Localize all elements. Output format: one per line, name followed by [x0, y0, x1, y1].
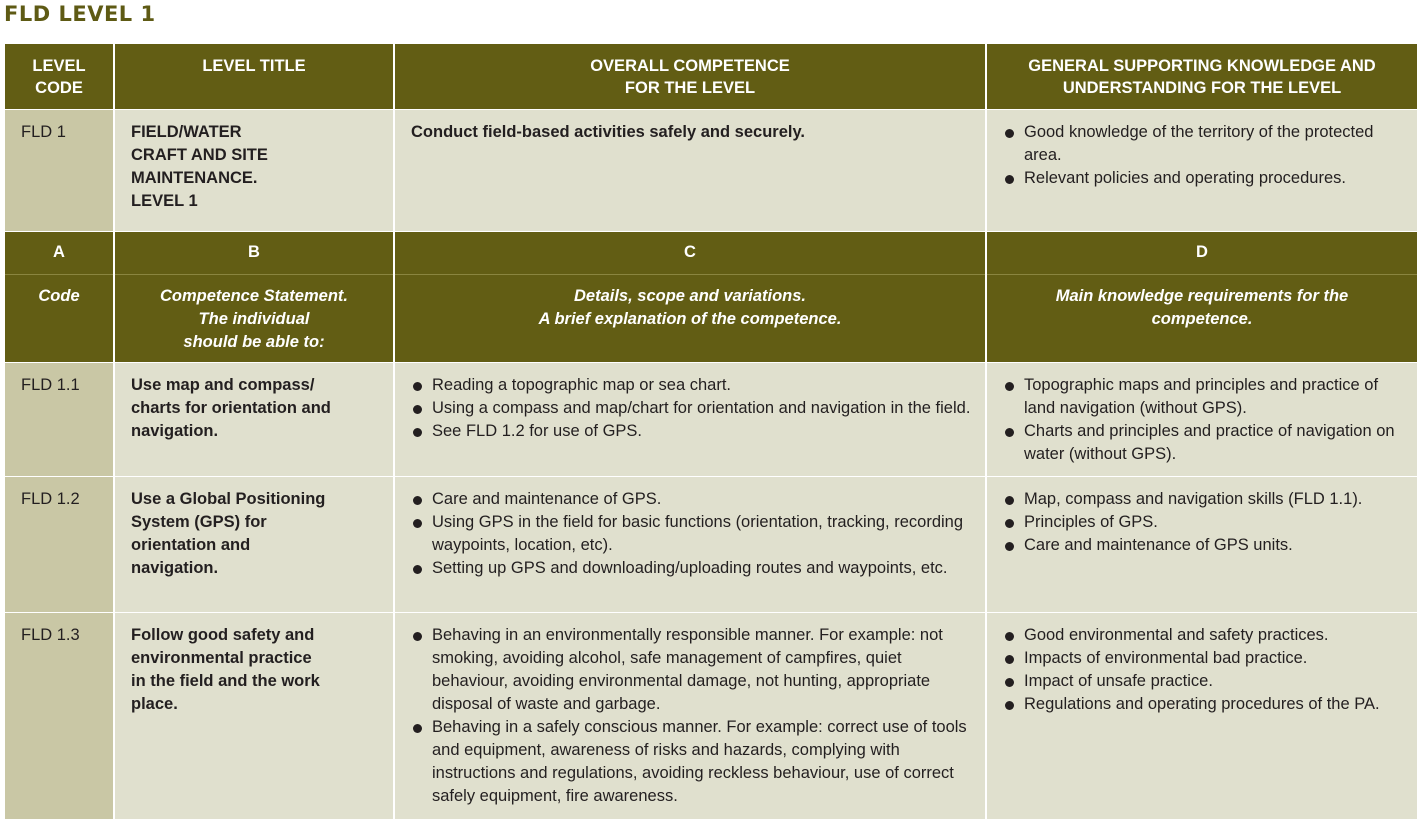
row-statement: Use a Global Positioning System (GPS) for orientation and navigation. — [114, 477, 394, 613]
bullet-item: Care and maintenance of GPS. — [411, 488, 971, 511]
bullet-item: Good environmental and safety practices. — [1003, 624, 1403, 647]
row-knowledge — [986, 363, 1418, 477]
header-level-code: LEVEL CODE — [4, 44, 114, 110]
bullet-item: Behaving in an environmentally responsible manner. For example: not smoking, avoiding alcohol, safe management of campfires, quiet behaviour, avoiding environmental damage, not hunting, appropriate disposal of waste and garbage. — [411, 624, 971, 716]
knowledge-list — [1003, 488, 1403, 557]
subheader-statement: Competence Statement. The individual should be able to: — [114, 275, 394, 363]
bullet-item: Impacts of environmental bad practice. — [1003, 647, 1403, 670]
row-code: FLD 1.3 — [4, 613, 114, 820]
bullet-item: Relevant policies and operating procedures. — [1003, 167, 1403, 190]
level-knowledge-list — [1003, 121, 1403, 190]
header-overall-competence: OVERALL COMPETENCE FOR THE LEVEL — [394, 44, 986, 110]
header-level-title: LEVEL TITLE — [114, 44, 394, 110]
row-code: FLD 1.2 — [4, 477, 114, 613]
bullet-item: Regulations and operating procedures of the PA. — [1003, 693, 1403, 716]
column-letter-b: B — [114, 232, 394, 275]
column-letter-row — [4, 232, 1418, 275]
page-title: FLD LEVEL 1 — [4, 2, 156, 26]
row-knowledge — [986, 477, 1418, 613]
level-code: FLD 1 — [4, 110, 114, 232]
row-statement: Use map and compass/ charts for orientation and navigation. — [114, 363, 394, 477]
knowledge-list — [1003, 374, 1403, 466]
bullet-item: See FLD 1.2 for use of GPS. — [411, 420, 971, 443]
row-details — [394, 613, 986, 820]
knowledge-list — [1003, 624, 1403, 716]
table-row — [4, 363, 1418, 477]
details-list — [411, 488, 971, 580]
level-title: FIELD/WATER CRAFT AND SITE MAINTENANCE. LEVEL 1 — [114, 110, 394, 232]
bullet-item: Care and maintenance of GPS units. — [1003, 534, 1403, 557]
bullet-item: Reading a topographic map or sea chart. — [411, 374, 971, 397]
bullet-item: Topographic maps and principles and practice of land navigation (without GPS). — [1003, 374, 1403, 420]
bullet-item: Using a compass and map/chart for orientation and navigation in the field. — [411, 397, 971, 420]
column-letter-a: A — [4, 232, 114, 275]
subheader-details: Details, scope and variations. A brief explanation of the competence. — [394, 275, 986, 363]
bullet-item: Principles of GPS. — [1003, 511, 1403, 534]
bullet-item: Good knowledge of the territory of the protected area. — [1003, 121, 1403, 167]
level-row — [4, 110, 1418, 232]
column-subheader-row — [4, 275, 1418, 363]
table-row — [4, 613, 1418, 820]
bullet-item: Behaving in a safely conscious manner. For example: correct use of tools and equipment, awareness of risks and hazards, complying with instructions and regulations, avoiding reckless behaviour, use of correct safely equipment, fire awareness. — [411, 716, 971, 808]
competence-table — [3, 43, 1419, 820]
details-list — [411, 374, 971, 443]
bullet-item: Using GPS in the field for basic functions (orientation, tracking, recording waypoints, location, etc). — [411, 511, 971, 557]
table-row — [4, 477, 1418, 613]
level-competence: Conduct field-based activities safely and securely. — [394, 110, 986, 232]
column-letter-d: D — [986, 232, 1418, 275]
row-code: FLD 1.1 — [4, 363, 114, 477]
subheader-code: Code — [4, 275, 114, 363]
column-letter-c: C — [394, 232, 986, 275]
bullet-item: Map, compass and navigation skills (FLD 1.1). — [1003, 488, 1403, 511]
level-knowledge — [986, 110, 1418, 232]
header-general-knowledge: GENERAL SUPPORTING KNOWLEDGE AND UNDERSTANDING FOR THE LEVEL — [986, 44, 1418, 110]
row-details — [394, 363, 986, 477]
bullet-item: Setting up GPS and downloading/uploading routes and waypoints, etc. — [411, 557, 971, 580]
bullet-item: Charts and principles and practice of navigation on water (without GPS). — [1003, 420, 1403, 466]
details-list — [411, 624, 971, 808]
row-details — [394, 477, 986, 613]
subheader-knowledge: Main knowledge requirements for the competence. — [986, 275, 1418, 363]
row-knowledge — [986, 613, 1418, 820]
bullet-item: Impact of unsafe practice. — [1003, 670, 1403, 693]
level-header-row — [4, 44, 1418, 110]
row-statement: Follow good safety and environmental practice in the field and the work place. — [114, 613, 394, 820]
